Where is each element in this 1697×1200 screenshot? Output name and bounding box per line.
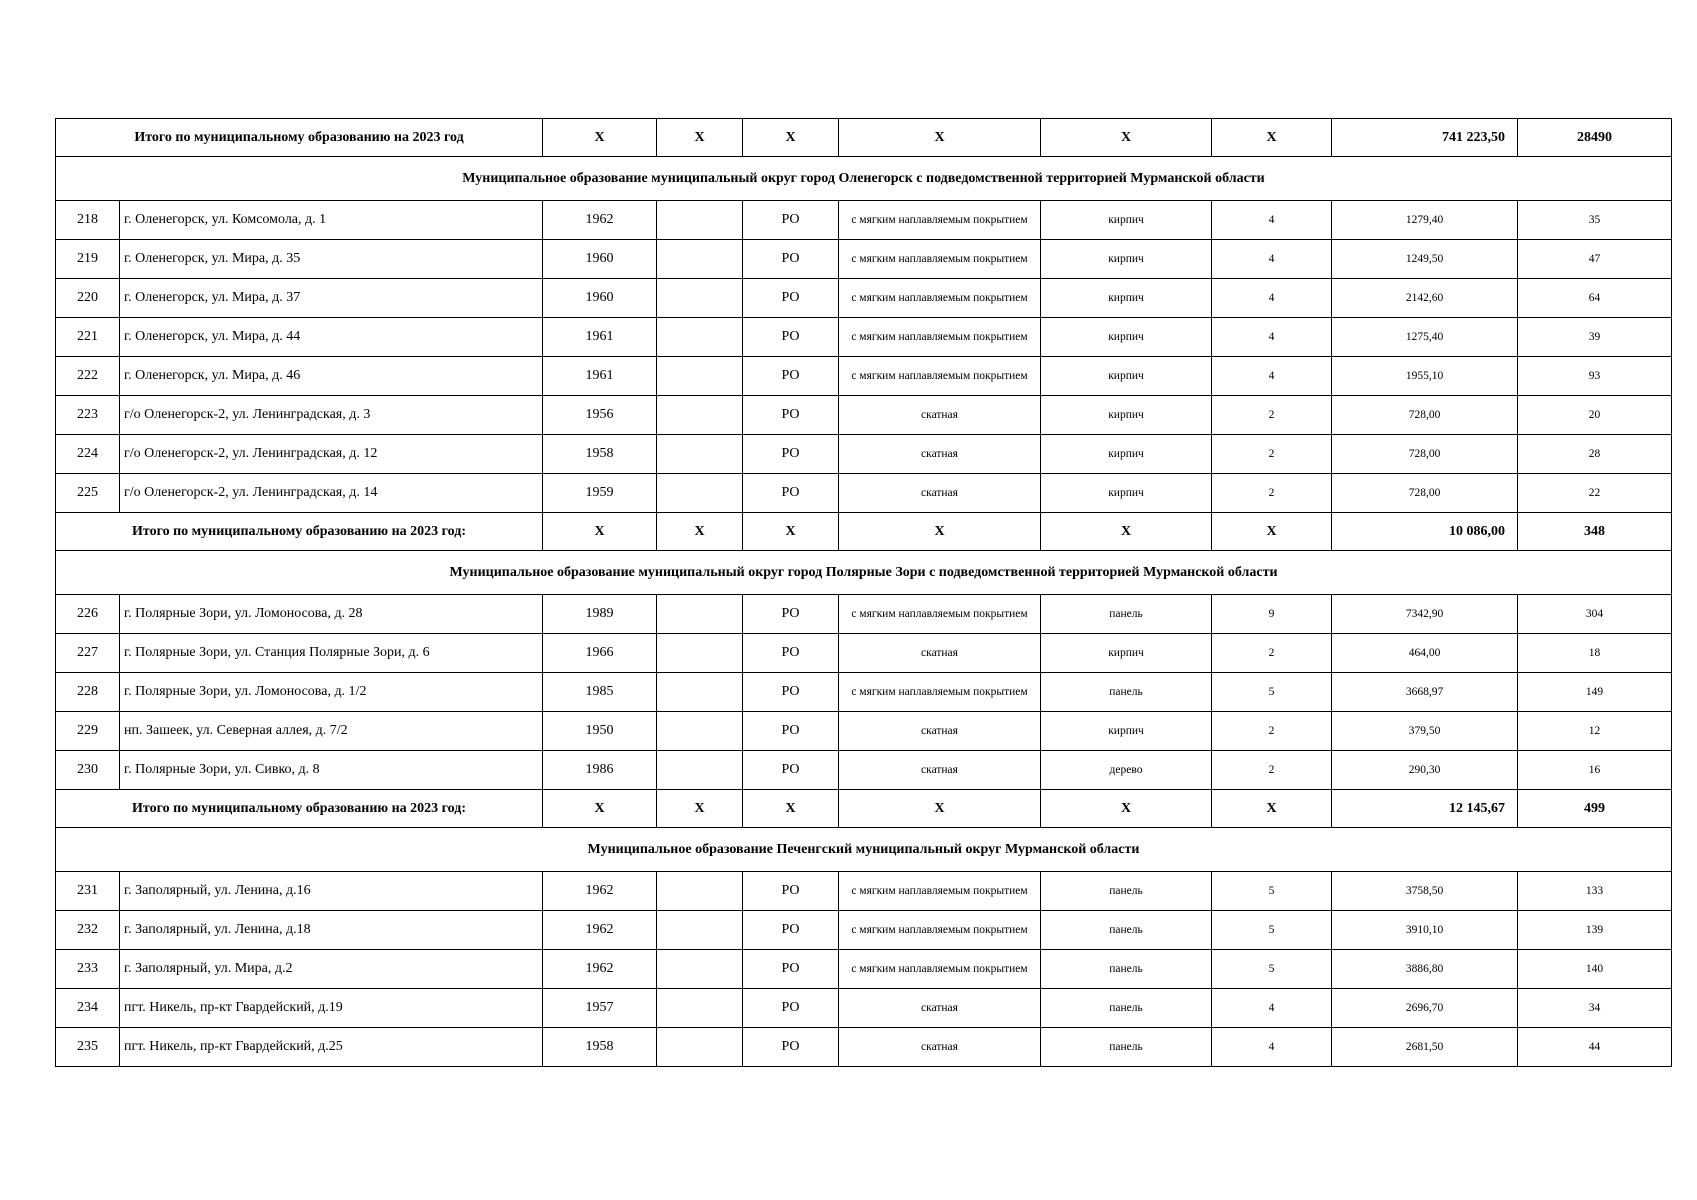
floors-cell: 4: [1212, 989, 1332, 1028]
roof-cell: скатная: [839, 712, 1041, 751]
walls-cell: кирпич: [1041, 712, 1212, 751]
walls-cell: панель: [1041, 673, 1212, 712]
empty-cell: [657, 357, 743, 396]
year-cell: 1950: [543, 712, 657, 751]
total-area: 10 086,00: [1332, 513, 1518, 551]
x-mark: Х: [1041, 513, 1212, 551]
roof-cell: с мягким наплавляемым покрытием: [839, 872, 1041, 911]
empty-cell: [657, 396, 743, 435]
floors-cell: 5: [1212, 872, 1332, 911]
table-row: [56, 595, 1672, 634]
table-row: [56, 712, 1672, 751]
method-cell: РО: [743, 872, 839, 911]
residents-cell: 93: [1518, 357, 1672, 396]
row-number: 221: [56, 318, 120, 357]
walls-cell: кирпич: [1041, 279, 1212, 318]
address-cell: г. Заполярный, ул. Ленина, д.16: [120, 872, 543, 911]
section-header-row: [56, 551, 1672, 595]
method-cell: РО: [743, 201, 839, 240]
x-mark: Х: [657, 513, 743, 551]
walls-cell: панель: [1041, 911, 1212, 950]
area-cell: 3886,80: [1332, 950, 1518, 989]
year-cell: 1962: [543, 872, 657, 911]
roof-cell: с мягким наплавляемым покрытием: [839, 240, 1041, 279]
empty-cell: [657, 673, 743, 712]
method-cell: РО: [743, 396, 839, 435]
roof-cell: с мягким наплавляемым покрытием: [839, 201, 1041, 240]
roof-cell: с мягким наплавляемым покрытием: [839, 911, 1041, 950]
table-row: [56, 201, 1672, 240]
address-cell: г. Оленегорск, ул. Мира, д. 37: [120, 279, 543, 318]
table-row: [56, 357, 1672, 396]
total-label: Итого по муниципальному образованию на 2023 год:: [56, 790, 543, 828]
total-residents: 348: [1518, 513, 1672, 551]
walls-cell: кирпич: [1041, 435, 1212, 474]
year-cell: 1962: [543, 950, 657, 989]
empty-cell: [657, 989, 743, 1028]
total-row: [56, 119, 1672, 157]
residents-cell: 140: [1518, 950, 1672, 989]
area-cell: 290,30: [1332, 751, 1518, 790]
year-cell: 1958: [543, 1028, 657, 1067]
walls-cell: дерево: [1041, 751, 1212, 790]
x-mark: Х: [1212, 119, 1332, 157]
area-cell: 728,00: [1332, 474, 1518, 513]
floors-cell: 5: [1212, 673, 1332, 712]
address-cell: г. Полярные Зори, ул. Ломоносова, д. 28: [120, 595, 543, 634]
row-number: 232: [56, 911, 120, 950]
year-cell: 1985: [543, 673, 657, 712]
total-label: Итого по муниципальному образованию на 2023 год:: [56, 513, 543, 551]
area-cell: 1249,50: [1332, 240, 1518, 279]
residents-cell: 47: [1518, 240, 1672, 279]
address-cell: г. Полярные Зори, ул. Станция Полярные Зори, д. 6: [120, 634, 543, 673]
walls-cell: кирпич: [1041, 474, 1212, 513]
residents-cell: 64: [1518, 279, 1672, 318]
area-cell: 728,00: [1332, 396, 1518, 435]
area-cell: 464,00: [1332, 634, 1518, 673]
x-mark: Х: [543, 119, 657, 157]
year-cell: 1960: [543, 279, 657, 318]
x-mark: Х: [839, 119, 1041, 157]
x-mark: Х: [743, 513, 839, 551]
floors-cell: 2: [1212, 435, 1332, 474]
floors-cell: 2: [1212, 712, 1332, 751]
floors-cell: 4: [1212, 240, 1332, 279]
address-cell: г/о Оленегорск-2, ул. Ленинградская, д. 3: [120, 396, 543, 435]
x-mark: Х: [743, 790, 839, 828]
table-row: [56, 751, 1672, 790]
floors-cell: 9: [1212, 595, 1332, 634]
row-number: 224: [56, 435, 120, 474]
x-mark: Х: [543, 513, 657, 551]
residents-cell: 39: [1518, 318, 1672, 357]
walls-cell: панель: [1041, 989, 1212, 1028]
empty-cell: [657, 595, 743, 634]
floors-cell: 2: [1212, 474, 1332, 513]
x-mark: Х: [543, 790, 657, 828]
empty-cell: [657, 201, 743, 240]
method-cell: РО: [743, 357, 839, 396]
walls-cell: кирпич: [1041, 396, 1212, 435]
total-row: [56, 513, 1672, 551]
table-row: [56, 240, 1672, 279]
table-row: [56, 673, 1672, 712]
method-cell: РО: [743, 435, 839, 474]
year-cell: 1957: [543, 989, 657, 1028]
row-number: 231: [56, 872, 120, 911]
total-area: 741 223,50: [1332, 119, 1518, 157]
method-cell: РО: [743, 279, 839, 318]
address-cell: г. Полярные Зори, ул. Ломоносова, д. 1/2: [120, 673, 543, 712]
roof-cell: скатная: [839, 474, 1041, 513]
address-cell: г/о Оленегорск-2, ул. Ленинградская, д. 14: [120, 474, 543, 513]
empty-cell: [657, 1028, 743, 1067]
year-cell: 1986: [543, 751, 657, 790]
year-cell: 1960: [543, 240, 657, 279]
walls-cell: панель: [1041, 595, 1212, 634]
roof-cell: скатная: [839, 634, 1041, 673]
floors-cell: 2: [1212, 751, 1332, 790]
residents-cell: 304: [1518, 595, 1672, 634]
residents-cell: 34: [1518, 989, 1672, 1028]
walls-cell: кирпич: [1041, 201, 1212, 240]
floors-cell: 5: [1212, 950, 1332, 989]
method-cell: РО: [743, 950, 839, 989]
year-cell: 1989: [543, 595, 657, 634]
total-label: Итого по муниципальному образованию на 2023 год: [56, 119, 543, 157]
address-cell: г. Оленегорск, ул. Мира, д. 44: [120, 318, 543, 357]
address-cell: г. Оленегорск, ул. Мира, д. 46: [120, 357, 543, 396]
section-title: Муниципальное образование муниципальный округ город Оленегорск с подведомственной территорией Мурманской области: [56, 157, 1672, 201]
walls-cell: кирпич: [1041, 357, 1212, 396]
year-cell: 1956: [543, 396, 657, 435]
table-row: [56, 950, 1672, 989]
table-row: [56, 872, 1672, 911]
x-mark: Х: [743, 119, 839, 157]
total-row: [56, 790, 1672, 828]
residents-cell: 12: [1518, 712, 1672, 751]
floors-cell: 5: [1212, 911, 1332, 950]
section-title: Муниципальное образование муниципальный округ город Полярные Зори с подведомственной территорией Мурманской области: [56, 551, 1672, 595]
area-cell: 3758,50: [1332, 872, 1518, 911]
table-row: [56, 396, 1672, 435]
address-cell: пгт. Никель, пр-кт Гвардейский, д.19: [120, 989, 543, 1028]
table-row: [56, 279, 1672, 318]
residents-cell: 18: [1518, 634, 1672, 673]
row-number: 235: [56, 1028, 120, 1067]
x-mark: Х: [657, 119, 743, 157]
area-cell: 3910,10: [1332, 911, 1518, 950]
year-cell: 1966: [543, 634, 657, 673]
housing-register-table: [55, 118, 1672, 1067]
address-cell: нп. Зашеек, ул. Северная аллея, д. 7/2: [120, 712, 543, 751]
x-mark: Х: [1041, 119, 1212, 157]
table-row: [56, 911, 1672, 950]
x-mark: Х: [1041, 790, 1212, 828]
row-number: 229: [56, 712, 120, 751]
area-cell: 1275,40: [1332, 318, 1518, 357]
section-header-row: [56, 157, 1672, 201]
address-cell: г/о Оленегорск-2, ул. Ленинградская, д. 12: [120, 435, 543, 474]
method-cell: РО: [743, 911, 839, 950]
row-number: 227: [56, 634, 120, 673]
total-area: 12 145,67: [1332, 790, 1518, 828]
area-cell: 2142,60: [1332, 279, 1518, 318]
area-cell: 2696,70: [1332, 989, 1518, 1028]
empty-cell: [657, 634, 743, 673]
roof-cell: с мягким наплавляемым покрытием: [839, 357, 1041, 396]
floors-cell: 2: [1212, 396, 1332, 435]
row-number: 222: [56, 357, 120, 396]
empty-cell: [657, 435, 743, 474]
area-cell: 1279,40: [1332, 201, 1518, 240]
floors-cell: 4: [1212, 318, 1332, 357]
roof-cell: скатная: [839, 396, 1041, 435]
section-header-row: [56, 828, 1672, 872]
roof-cell: с мягким наплавляемым покрытием: [839, 673, 1041, 712]
walls-cell: кирпич: [1041, 240, 1212, 279]
area-cell: 728,00: [1332, 435, 1518, 474]
roof-cell: с мягким наплавляемым покрытием: [839, 318, 1041, 357]
empty-cell: [657, 318, 743, 357]
x-mark: Х: [657, 790, 743, 828]
row-number: 219: [56, 240, 120, 279]
roof-cell: скатная: [839, 1028, 1041, 1067]
roof-cell: с мягким наплавляемым покрытием: [839, 595, 1041, 634]
x-mark: Х: [1212, 790, 1332, 828]
walls-cell: панель: [1041, 872, 1212, 911]
method-cell: РО: [743, 751, 839, 790]
residents-cell: 20: [1518, 396, 1672, 435]
table-body: [56, 119, 1672, 1067]
area-cell: 2681,50: [1332, 1028, 1518, 1067]
residents-cell: 44: [1518, 1028, 1672, 1067]
walls-cell: кирпич: [1041, 634, 1212, 673]
area-cell: 7342,90: [1332, 595, 1518, 634]
residents-cell: 16: [1518, 751, 1672, 790]
method-cell: РО: [743, 712, 839, 751]
area-cell: 3668,97: [1332, 673, 1518, 712]
address-cell: г. Полярные Зори, ул. Сивко, д. 8: [120, 751, 543, 790]
year-cell: 1962: [543, 201, 657, 240]
method-cell: РО: [743, 1028, 839, 1067]
year-cell: 1962: [543, 911, 657, 950]
empty-cell: [657, 872, 743, 911]
roof-cell: с мягким наплавляемым покрытием: [839, 950, 1041, 989]
x-mark: Х: [1212, 513, 1332, 551]
walls-cell: панель: [1041, 1028, 1212, 1067]
roof-cell: скатная: [839, 751, 1041, 790]
row-number: 230: [56, 751, 120, 790]
address-cell: г. Оленегорск, ул. Мира, д. 35: [120, 240, 543, 279]
roof-cell: с мягким наплавляемым покрытием: [839, 279, 1041, 318]
residents-cell: 22: [1518, 474, 1672, 513]
row-number: 220: [56, 279, 120, 318]
section-title: Муниципальное образование Печенгский муниципальный округ Мурманской области: [56, 828, 1672, 872]
address-cell: г. Оленегорск, ул. Комсомола, д. 1: [120, 201, 543, 240]
table-row: [56, 435, 1672, 474]
empty-cell: [657, 712, 743, 751]
floors-cell: 4: [1212, 1028, 1332, 1067]
year-cell: 1961: [543, 357, 657, 396]
empty-cell: [657, 911, 743, 950]
empty-cell: [657, 240, 743, 279]
residents-cell: 28: [1518, 435, 1672, 474]
total-residents: 499: [1518, 790, 1672, 828]
row-number: 218: [56, 201, 120, 240]
floors-cell: 4: [1212, 201, 1332, 240]
total-residents: 28490: [1518, 119, 1672, 157]
method-cell: РО: [743, 240, 839, 279]
x-mark: Х: [839, 513, 1041, 551]
roof-cell: скатная: [839, 435, 1041, 474]
residents-cell: 133: [1518, 872, 1672, 911]
roof-cell: скатная: [839, 989, 1041, 1028]
area-cell: 1955,10: [1332, 357, 1518, 396]
empty-cell: [657, 279, 743, 318]
method-cell: РО: [743, 595, 839, 634]
table-row: [56, 474, 1672, 513]
floors-cell: 4: [1212, 279, 1332, 318]
row-number: 226: [56, 595, 120, 634]
row-number: 233: [56, 950, 120, 989]
year-cell: 1958: [543, 435, 657, 474]
table-row: [56, 1028, 1672, 1067]
walls-cell: панель: [1041, 950, 1212, 989]
row-number: 228: [56, 673, 120, 712]
x-mark: Х: [839, 790, 1041, 828]
address-cell: пгт. Никель, пр-кт Гвардейский, д.25: [120, 1028, 543, 1067]
empty-cell: [657, 950, 743, 989]
empty-cell: [657, 751, 743, 790]
empty-cell: [657, 474, 743, 513]
row-number: 223: [56, 396, 120, 435]
row-number: 225: [56, 474, 120, 513]
floors-cell: 2: [1212, 634, 1332, 673]
table-row: [56, 989, 1672, 1028]
year-cell: 1959: [543, 474, 657, 513]
table-row: [56, 634, 1672, 673]
method-cell: РО: [743, 673, 839, 712]
row-number: 234: [56, 989, 120, 1028]
year-cell: 1961: [543, 318, 657, 357]
method-cell: РО: [743, 989, 839, 1028]
walls-cell: кирпич: [1041, 318, 1212, 357]
address-cell: г. Заполярный, ул. Мира, д.2: [120, 950, 543, 989]
method-cell: РО: [743, 318, 839, 357]
method-cell: РО: [743, 474, 839, 513]
residents-cell: 35: [1518, 201, 1672, 240]
residents-cell: 149: [1518, 673, 1672, 712]
table-row: [56, 318, 1672, 357]
address-cell: г. Заполярный, ул. Ленина, д.18: [120, 911, 543, 950]
area-cell: 379,50: [1332, 712, 1518, 751]
residents-cell: 139: [1518, 911, 1672, 950]
floors-cell: 4: [1212, 357, 1332, 396]
method-cell: РО: [743, 634, 839, 673]
